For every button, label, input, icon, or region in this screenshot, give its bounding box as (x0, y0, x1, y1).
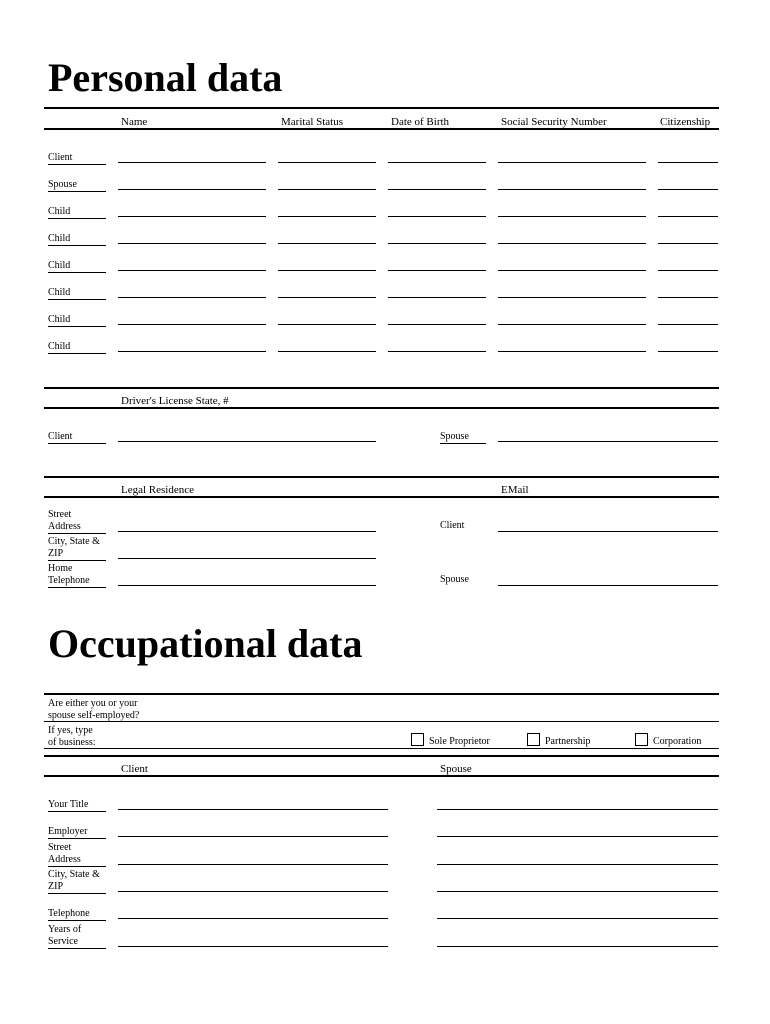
column-header-date-of-birth: Date of Birth (391, 116, 450, 128)
client-years-of-service-field[interactable] (118, 936, 388, 947)
email-spouse-label: Spouse (440, 574, 469, 585)
client-date-of-birth-field[interactable] (388, 152, 486, 163)
child-4-date-of-birth-field[interactable] (388, 287, 486, 298)
street-address-label-line2: Address (48, 521, 106, 534)
column-header-marital-status: Marital Status (281, 116, 344, 128)
header-rule (44, 128, 719, 130)
license-client-label: Client (48, 431, 106, 444)
child-3-marital-status-field[interactable] (278, 260, 376, 271)
row-label-client: Client (48, 152, 106, 165)
spouse-date-of-birth-field[interactable] (388, 179, 486, 190)
employer-city-label-line1: City, State & (48, 869, 100, 880)
years-of-service-label-line2: Service (48, 936, 106, 949)
street-address-field[interactable] (118, 521, 376, 532)
child-1-date-of-birth-field[interactable] (388, 206, 486, 217)
drivers-license-header: Driver's License State, # (121, 395, 229, 407)
spouse-employer-field[interactable] (437, 826, 718, 837)
column-header-ssn: Social Security Number (501, 116, 607, 128)
home-telephone-field[interactable] (118, 575, 376, 586)
child-4-name-field[interactable] (118, 287, 266, 298)
child-3-citizenship-field[interactable] (658, 260, 718, 271)
home-telephone-label-line1: Home (48, 563, 73, 574)
section-rule (44, 693, 719, 695)
row-label-child-5: Child (48, 314, 106, 327)
city-state-zip-label-line2: ZIP (48, 548, 106, 561)
license-spouse-label: Spouse (440, 431, 486, 444)
child-2-date-of-birth-field[interactable] (388, 233, 486, 244)
spouse-email-field[interactable] (498, 575, 718, 586)
telephone-label: Telephone (48, 908, 106, 921)
child-5-date-of-birth-field[interactable] (388, 314, 486, 325)
child-3-date-of-birth-field[interactable] (388, 260, 486, 271)
section-rule (44, 476, 719, 478)
child-3-name-field[interactable] (118, 260, 266, 271)
row-label-child-2: Child (48, 233, 106, 246)
child-6-citizenship-field[interactable] (658, 341, 718, 352)
client-name-field[interactable] (118, 152, 266, 163)
child-1-ssn-field[interactable] (498, 206, 646, 217)
child-2-name-field[interactable] (118, 233, 266, 244)
client-title-field[interactable] (118, 799, 388, 810)
occupational-data-title: Occupational data (48, 621, 363, 666)
spouse-license-field[interactable] (498, 431, 718, 442)
child-1-name-field[interactable] (118, 206, 266, 217)
child-2-citizenship-field[interactable] (658, 233, 718, 244)
child-1-citizenship-field[interactable] (658, 206, 718, 217)
city-state-zip-field[interactable] (118, 548, 376, 559)
spouse-employer-street-field[interactable] (437, 854, 718, 865)
legal-residence-header: Legal Residence (121, 484, 194, 496)
column-header-citizenship: Citizenship (660, 116, 711, 128)
child-5-marital-status-field[interactable] (278, 314, 376, 325)
client-citizenship-field[interactable] (658, 152, 718, 163)
child-1-marital-status-field[interactable] (278, 206, 376, 217)
child-2-ssn-field[interactable] (498, 233, 646, 244)
occupation-spouse-header: Spouse (440, 763, 472, 775)
column-header-name: Name (121, 116, 148, 128)
sole-proprietor-checkbox[interactable] (411, 733, 424, 746)
child-5-name-field[interactable] (118, 314, 266, 325)
client-marital-status-field[interactable] (278, 152, 376, 163)
partnership-checkbox[interactable] (527, 733, 540, 746)
section-rule (44, 107, 719, 109)
question-underline (44, 721, 719, 722)
spouse-employer-city-field[interactable] (437, 881, 718, 892)
client-employer-street-field[interactable] (118, 854, 388, 865)
self-employed-question-line1: Are either you or your (48, 698, 138, 709)
header-rule (44, 407, 719, 409)
child-6-ssn-field[interactable] (498, 341, 646, 352)
corporation-checkbox[interactable] (635, 733, 648, 746)
spouse-title-field[interactable] (437, 799, 718, 810)
child-4-ssn-field[interactable] (498, 287, 646, 298)
email-client-label: Client (440, 520, 465, 531)
your-title-label: Your Title (48, 799, 106, 812)
spouse-years-of-service-field[interactable] (437, 936, 718, 947)
employer-city-label-line2: ZIP (48, 881, 106, 894)
email-header: EMail (501, 484, 529, 496)
personal-data-title: Personal data (48, 55, 283, 100)
child-4-marital-status-field[interactable] (278, 287, 376, 298)
corporation-label: Corporation (653, 736, 702, 747)
client-employer-field[interactable] (118, 826, 388, 837)
child-2-marital-status-field[interactable] (278, 233, 376, 244)
sole-proprietor-label: Sole Proprietor (429, 736, 490, 747)
spouse-citizenship-field[interactable] (658, 179, 718, 190)
employer-street-label-line2: Address (48, 854, 106, 867)
header-rule (44, 775, 719, 777)
spouse-ssn-field[interactable] (498, 179, 646, 190)
self-employed-question-line2: spouse self-employed? (48, 710, 140, 721)
child-5-ssn-field[interactable] (498, 314, 646, 325)
spouse-marital-status-field[interactable] (278, 179, 376, 190)
client-employer-city-field[interactable] (118, 881, 388, 892)
years-of-service-label-line1: Years of (48, 924, 82, 935)
child-4-citizenship-field[interactable] (658, 287, 718, 298)
street-address-label-line1: Street (48, 509, 72, 520)
row-label-spouse: Spouse (48, 179, 106, 192)
home-telephone-label-line2: Telephone (48, 575, 106, 588)
child-5-citizenship-field[interactable] (658, 314, 718, 325)
row-label-child-6: Child (48, 341, 106, 354)
client-email-field[interactable] (498, 521, 718, 532)
client-ssn-field[interactable] (498, 152, 646, 163)
business-type-label-line1: If yes, type (48, 725, 93, 736)
spouse-work-telephone-field[interactable] (437, 908, 718, 919)
spouse-name-field[interactable] (118, 179, 266, 190)
occupation-client-header: Client (121, 763, 148, 775)
city-state-zip-label-line1: City, State & (48, 536, 100, 547)
section-rule (44, 387, 719, 389)
question-underline (44, 748, 719, 749)
partnership-label: Partnership (545, 736, 591, 747)
row-label-child-4: Child (48, 287, 106, 300)
client-license-field[interactable] (118, 431, 376, 442)
section-rule (44, 755, 719, 757)
child-6-date-of-birth-field[interactable] (388, 341, 486, 352)
row-label-child-1: Child (48, 206, 106, 219)
employer-label: Employer (48, 826, 106, 839)
header-rule (44, 496, 719, 498)
business-type-label-line2: of business: (48, 737, 96, 748)
row-label-child-3: Child (48, 260, 106, 273)
child-6-name-field[interactable] (118, 341, 266, 352)
client-work-telephone-field[interactable] (118, 908, 388, 919)
child-6-marital-status-field[interactable] (278, 341, 376, 352)
employer-street-label-line1: Street (48, 842, 72, 853)
child-3-ssn-field[interactable] (498, 260, 646, 271)
